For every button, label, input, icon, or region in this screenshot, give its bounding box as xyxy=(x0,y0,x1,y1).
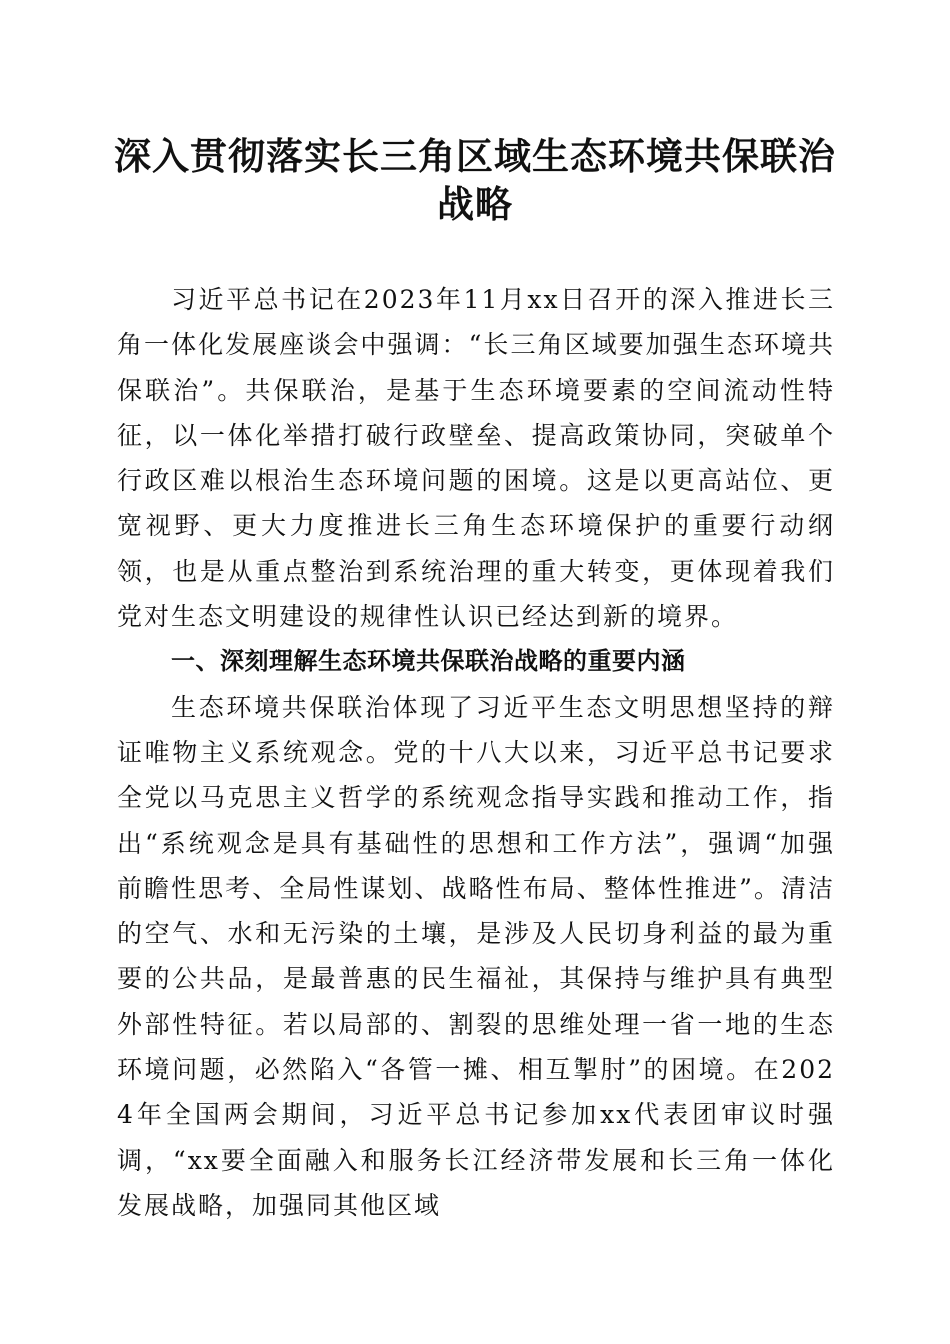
paragraph-intro: 习近平总书记在2023年11月xx日召开的深入推进长三角一体化发展座谈会中强调：“长三角区域要加强生态环境共保联治”。共保联治，是基于生态环境要素的空间流动性特征，以一体化举措打破行政壁垒、提高政策协同，突破单个行政区难以根治生态环境问题的困境。这是以更高站位、更宽视野、更大力度推进长三角生态环境保护的重要行动纲领，也是从重点整治到系统治理的重大转变，更体现着我们党对生态文明建设的规律性认识已经达到新的境界。 xyxy=(117,285,835,632)
document-body xyxy=(117,277,835,1228)
document-title: 深入贯彻落实长三角区域生态环境共保联治战略 xyxy=(114,134,836,226)
section-heading-1: 一、深刻理解生态环境共保联治战略的重要内涵 xyxy=(171,647,686,676)
paragraph-section-1: 生态环境共保联治体现了习近平生态文明思想坚持的辩证唯物主义系统观念。党的十八大以来，习近平总书记要求全党以马克思主义哲学的系统观念指导实践和推动工作，指出“系统观念是具有基础性的思想和工作方法”，强调“加强前瞻性思考、全局性谋划、战略性布局、整体性推进”。清洁的空气、水和无污染的土壤，是涉及人民切身利益的最为重要的公共品，是最普惠的民生福祉，其保持与维护具有典型外部性特征。若以局部的、割裂的思维处理一省一地的生态环境问题，必然陷入“各管一摊、相互掣肘”的困境。在2024年全国两会期间，习近平总书记参加xx代表团审议时强调，“xx要全面融入和服务长江经济带发展和长三角一体化发展战略，加强同其他区域 xyxy=(117,692,835,1220)
